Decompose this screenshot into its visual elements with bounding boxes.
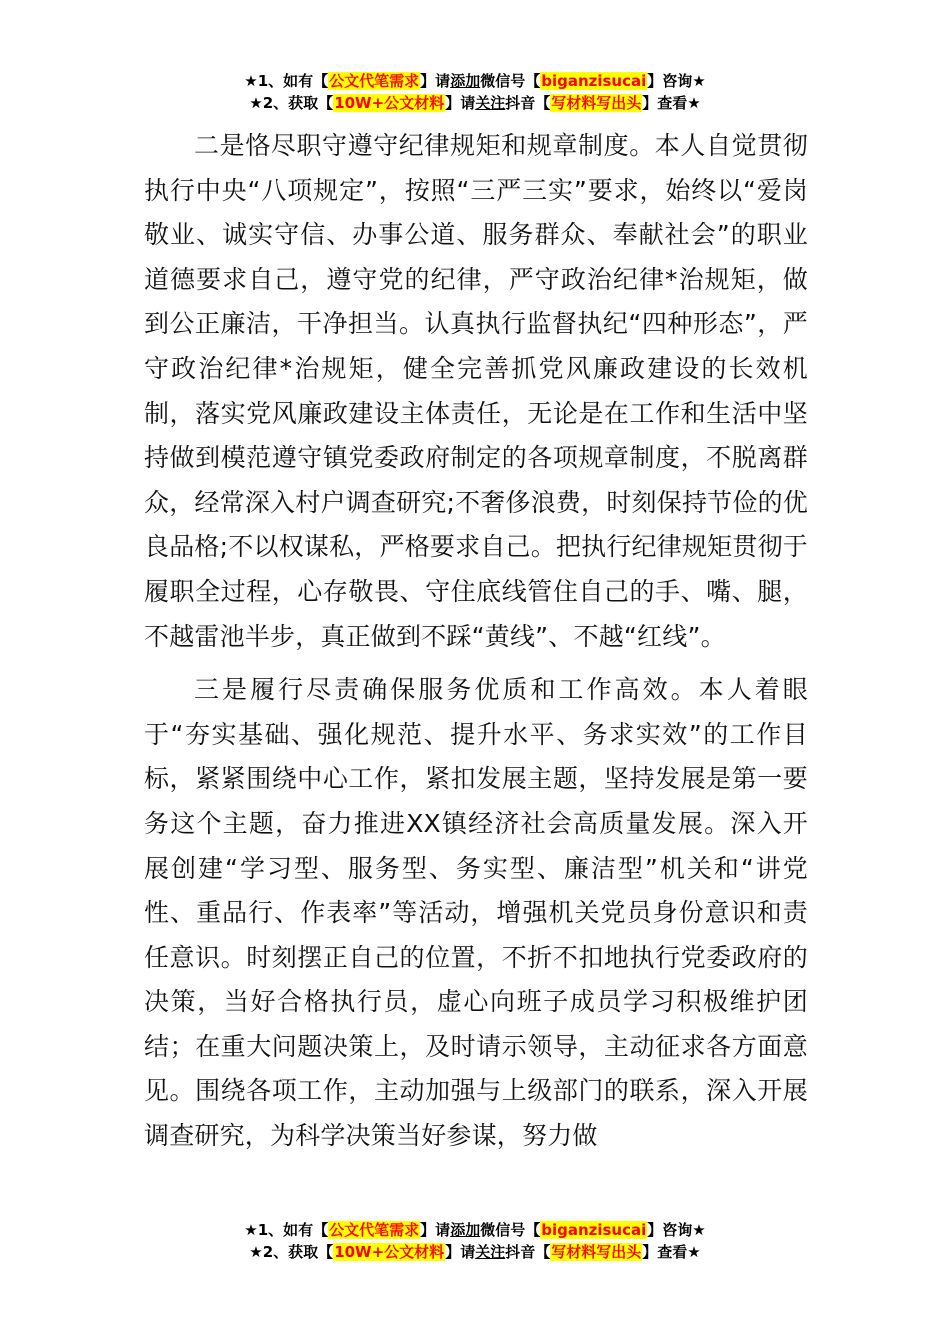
- banner-text: 】请: [445, 1243, 476, 1261]
- banner-highlight: 写材料写出头: [551, 94, 642, 112]
- banner-text: 】请: [445, 94, 476, 112]
- banner-text: ★2、获取【: [249, 1243, 334, 1261]
- banner-text: ★1、如有【: [244, 72, 329, 90]
- banner-underlined-text: 关注: [475, 94, 506, 112]
- banner-underlined-text: 添加: [450, 1221, 481, 1239]
- banner-text: 抖音【: [505, 94, 551, 112]
- banner-text: ★1、如有【: [244, 1221, 329, 1239]
- document-body: [144, 124, 808, 1159]
- footer-banner: [0, 1219, 950, 1263]
- banner-text: ★2、获取【: [249, 94, 334, 112]
- banner-text: 抖音【: [505, 1243, 551, 1261]
- header-banner-line-2: [0, 92, 950, 114]
- header-banner-line-1: [0, 70, 950, 92]
- banner-text: 微信号【: [480, 72, 541, 90]
- banner-highlight: 写材料写出头: [551, 1243, 642, 1261]
- banner-highlight: 公文代笔需求: [329, 1221, 420, 1239]
- banner-highlight: 10W+公文材料: [334, 94, 445, 112]
- banner-text: 】查看★: [642, 1243, 701, 1261]
- footer-banner-line-2: [0, 1241, 950, 1263]
- banner-highlight: 公文代笔需求: [329, 72, 420, 90]
- footer-banner-line-1: [0, 1219, 950, 1241]
- banner-text: 】咨询★: [647, 72, 706, 90]
- banner-text: 微信号【: [480, 1221, 541, 1239]
- banner-highlight: 10W+公文材料: [334, 1243, 445, 1261]
- banner-text: 】请: [420, 1221, 451, 1239]
- header-banner: [0, 70, 950, 114]
- paragraph-discipline: 二是恪尽职守遵守纪律规矩和规章制度。本人自觉贯彻执行中央“八项规定”，按照“三严三实”要求，始终以“爱岗敬业、诚实守信、办事公道、服务群众、奉献社会”的职业道德要求自己，遵守党的纪律，严守政治纪律*治规矩，做到公正廉洁，干净担当。认真执行监督执纪“四种形态”，严守政治纪律*治规矩，健全完善抓党风廉政建设的长效机制，落实党风廉政建设主体责任，无论是在工作和生活中坚持做到模范遵守镇党委政府制定的各项规章制度，不脱离群众，经常深入村户调查研究;不奢侈浪费，时刻保持节俭的优良品格;不以权谋私，严格要求自己。把执行纪律规矩贯彻于履职全过程，心存敬畏、守住底线管住自己的手、嘴、腿，不越雷池半步，真正做到不踩“黄线”、不越“红线”。: [144, 131, 808, 651]
- banner-underlined-text: 添加: [450, 72, 481, 90]
- banner-text: 】请: [420, 72, 451, 90]
- banner-text: 】查看★: [642, 94, 701, 112]
- banner-text: 】咨询★: [647, 1221, 706, 1239]
- banner-highlight: biganzisucai: [541, 72, 647, 90]
- paragraph-service: 三是履行尽责确保服务优质和工作高效。本人着眼于“夯实基础、强化规范、提升水平、务求实效”的工作目标，紧紧围绕中心工作，紧扣发展主题，坚持发展是第一要务这个主题，奋力推进XX镇经济社会高质量发展。深入开展创建“学习型、服务型、务实型、廉洁型”机关和“讲党性、重品行、作表率”等活动，增强机关党员身份意识和责任意识。时刻摆正自己的位置，不折不扣地执行党委政府的决策，当好合格执行员，虚心向班子成员学习积极维护团结；在重大问题决策上，及时请示领导，主动征求各方面意见。围绕各项工作，主动加强与上级部门的联系，深入开展调查研究，为科学决策当好参谋，努力做: [144, 675, 808, 1151]
- banner-highlight: biganzisucai: [541, 1221, 647, 1239]
- banner-underlined-text: 关注: [475, 1243, 506, 1261]
